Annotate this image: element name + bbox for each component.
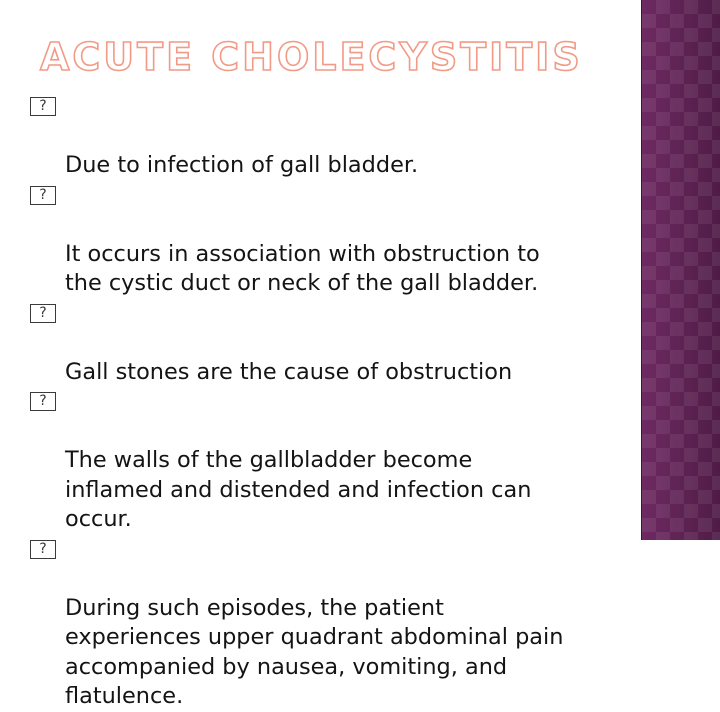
bullet-box-icon — [30, 392, 56, 411]
bullet-box-icon — [30, 186, 56, 205]
bullet-box-icon — [30, 540, 56, 559]
bullet-item — [30, 181, 690, 299]
bullet-item — [30, 387, 690, 535]
bullet-box-icon — [30, 304, 56, 323]
bullet-item — [30, 92, 690, 181]
bullet-list — [30, 92, 690, 712]
bullet-item — [30, 299, 690, 388]
bullet-box-icon — [30, 97, 56, 116]
bullet-text: Due to infection of gall bladder. — [65, 152, 419, 178]
bullet-text: Gall stones are the cause of obstruction — [65, 358, 513, 385]
bullet-text: During such episodes, the patient experiences upper quadrant abdominal pain accompanied by nausea, vomiting, and flatulence. — [65, 594, 564, 709]
bullet-text: It occurs in association with obstruction to the cystic duct or neck of the gall bladder. — [65, 240, 540, 296]
slide-title: ACUTE CHOLECYSTITIS — [40, 35, 583, 79]
bullet-text: The walls of the gallbladder become inflamed and distended and infection can occur. — [65, 447, 532, 532]
bullet-item — [30, 535, 690, 712]
